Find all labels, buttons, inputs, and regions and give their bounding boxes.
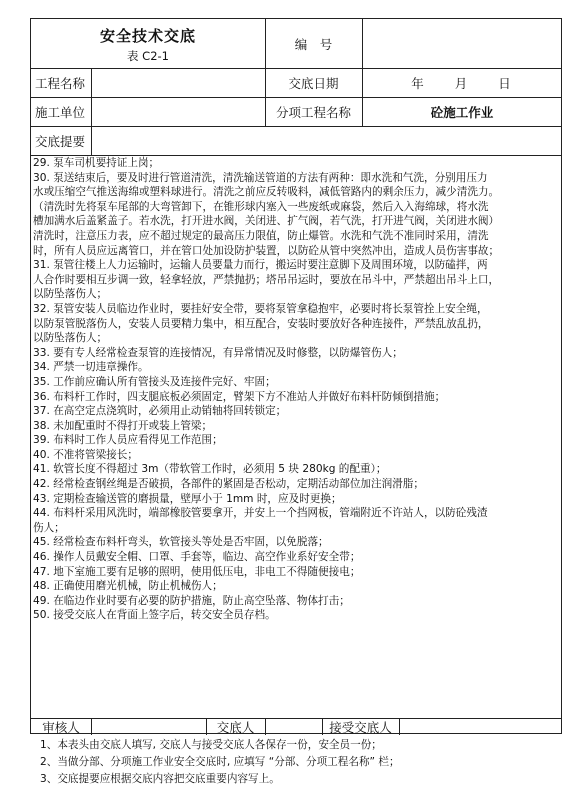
content-line: 50. 接受交底人在背面上签字后，转交安全员存档。 xyxy=(33,609,276,622)
content-line: 水或压缩空气推送海绵或塑料球进行。清洗之前应反转吸料，减低管路内的剩余压力，减少清洗力。 xyxy=(33,186,500,199)
content-line: 43. 定期检查输送管的磨损量，壁厚小于 1mm 时，应及时更换； xyxy=(33,492,342,505)
form-number: 表 C2-1 xyxy=(127,49,169,63)
divider-label xyxy=(91,68,92,155)
content-line: 49. 在临边作业时要有必要的防护措施，防止高空坠落、物体打击； xyxy=(33,594,350,607)
unit-label: 施工单位 xyxy=(35,104,86,120)
content-line: 清洗时，注意压力表，应不超过规定的最高压力限值，防止爆管。水洗和气洗不准同时采用，清洗 xyxy=(33,229,489,242)
sign-divider-3 xyxy=(265,718,266,735)
number-value xyxy=(362,19,570,68)
content-line: 槽加满水后盖紧盖子。若水洗，打开进水阀，关闭进、扩气阀，若气洗，打开进气阀，关闭进水阀） xyxy=(33,215,500,228)
content-line: 以防坠落伤人； xyxy=(33,288,108,301)
reviewer-label: 审核人 xyxy=(42,719,80,735)
sign-divider-5 xyxy=(399,718,400,735)
content-line: 31. 泵管往楼上人力运输时，运输人员要量力而行，搬运时要注意脚下及周围环境，以防磕拌，两 xyxy=(33,259,488,272)
content-line: 33. 要有专人经常检查泵管的连接情况，有异常情况及时修整，以防爆管伤人； xyxy=(33,346,403,359)
content-line: 47. 地下室施工要有足够的照明，使用低压电，非电工不得随便接电； xyxy=(33,565,361,578)
content-line: 以防泵管脱落伤人，安装人员要精力集中，相互配合，安装时要放好各种连接件，严禁乱放乱扔， xyxy=(33,317,489,330)
content-line: 29. 泵车司机要持证上岗； xyxy=(33,157,160,169)
number-label: 编 号 xyxy=(294,36,333,52)
content-line: 46. 操作人员戴安全帽、口罩、手套等，临边、高空作业系好安全带； xyxy=(33,551,361,564)
content-line: 伤人； xyxy=(33,521,65,534)
date-value: 年 月 日 xyxy=(411,75,513,91)
content-line: 37. 在高空定点浇筑时，必须用止动销轴将回转锁定； xyxy=(33,405,287,418)
content-line: 48. 正确使用磨光机械，防止机械伤人； xyxy=(33,580,223,593)
date-label: 交底日期 xyxy=(288,75,339,91)
sub-project-value: 砼施工作业 xyxy=(430,104,494,120)
disclosure-form xyxy=(30,18,562,734)
content-line: 以防坠落伤人； xyxy=(33,332,108,345)
sign-divider-1 xyxy=(91,718,92,735)
summary-value xyxy=(95,126,555,155)
content-line: 34. 严禁一切违章操作。 xyxy=(33,361,149,374)
content-line: 40. 不准将管梁接长； xyxy=(33,448,138,461)
presenter-label: 交底人 xyxy=(216,719,255,735)
disclosure-content xyxy=(33,156,559,623)
content-line: 时，所有人员应远离管口，并在管口处加设防护装置，以防砼从管中突然冲出，造成人员伤害事故； xyxy=(33,244,500,257)
content-line: 38. 未加配重时不得打开或装上管梁； xyxy=(33,419,213,432)
content-line: 44. 布料杆采用风洗时，端部橡胶管要拿开，并安上一个挡网板，管端附近不许站人，以防砼残渣 xyxy=(33,507,488,520)
content-line: 30. 泵送结束后，要及时进行管道清洗，清洗输送管道的方法有两种：即水洗和气洗，分别用压力 xyxy=(33,171,488,184)
sub-project-label: 分项工程名称 xyxy=(275,104,351,120)
footnote-item: 1、本表头由交底人填写, 交底人与接受交底人各保存一份，安全员一份； xyxy=(40,739,382,751)
project-name-value xyxy=(95,68,263,97)
footnotes xyxy=(40,737,400,788)
unit-value xyxy=(95,97,263,126)
content-line: （清洗时先将泵车尾部的大弯管卸下，在锥形球内塞入一些废纸或麻袋，然后入入海绵球，将水洗 xyxy=(33,200,489,213)
content-line: 36. 布料杆工作时，四支腿底板必须固定，臂架下方不准站人并做好布料杆防倾倒措施； xyxy=(33,390,446,403)
rule-content-bottom xyxy=(31,718,561,719)
content-line: 39. 布料时工作人员应看得见工作范围； xyxy=(33,434,223,447)
content-line: 35. 工作前应确认所有管接头及连接件完好、牢固； xyxy=(33,375,276,388)
content-line: 42. 经常检查钢丝绳是否破损，各部件的紧固是否松动，定期活动部位加注润滑脂； xyxy=(33,478,424,491)
content-line: 人合作时要相互步调一致，轻拿轻放，严禁抛扔；塔吊吊运时，要放在吊斗中，严禁超出吊斗上口， xyxy=(33,273,500,286)
receiver-label: 接受交底人 xyxy=(329,719,392,735)
content-line: 45. 经常检查布料杆弯头，软管接头等处是否牢固，以免脱落； xyxy=(33,536,329,549)
summary-label: 交底提要 xyxy=(35,133,86,149)
footnote-item: 2、当做分部、分项施工作业安全交底时, 应填写 “分部、分项工程名称” 栏； xyxy=(40,756,400,768)
content-line: 32. 泵管安装人员临边作业时，要挂好安全带，要将泵管拿稳抱牢，必要时将长泵管拴上安全绳， xyxy=(33,302,488,315)
form-title: 安全技术交底 xyxy=(99,26,196,45)
content-line: 41. 软管长度不得超过 3m（带软管工作时，必须用 5 块 280kg 的配重）； xyxy=(33,463,387,476)
project-name-label: 工程名称 xyxy=(35,75,86,91)
footnote-item: 3、交底提要应根据交底内容把交底重要内容写上。 xyxy=(40,773,280,785)
